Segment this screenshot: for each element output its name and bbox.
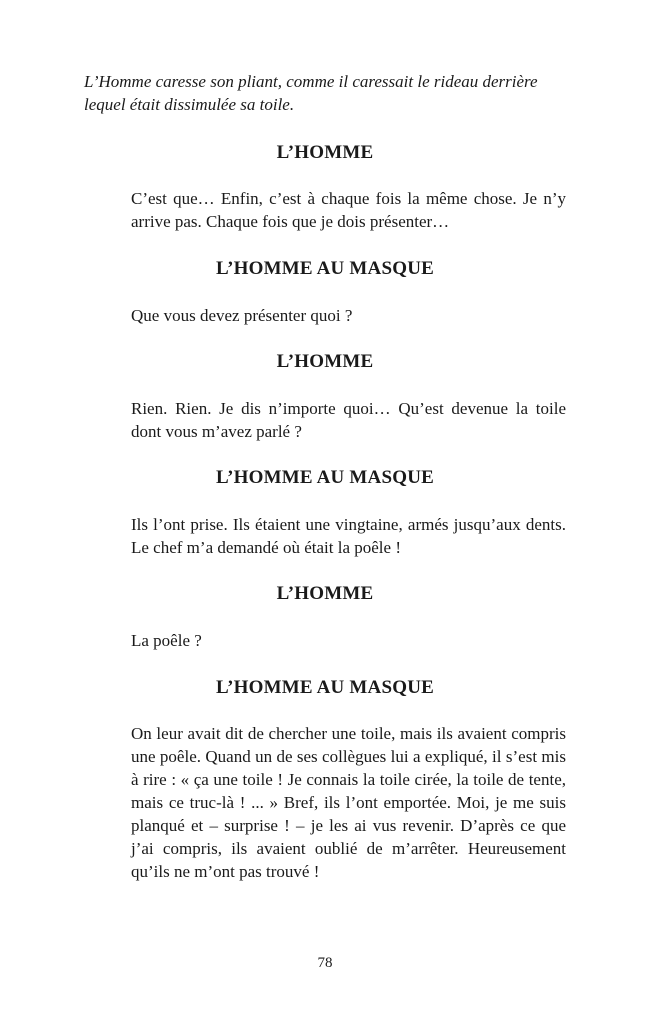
speaker-name: L’HOMME [276, 351, 374, 372]
page-number: 78 [317, 955, 333, 971]
speaker-name: L’HOMME AU MASQUE [215, 258, 435, 279]
stage-direction: L’Homme caresse son pliant, comme il caressait le rideau derrière lequel était dissimulée sa toile. [84, 72, 538, 114]
speech-text: C’est que… Enfin, c’est à chaque fois la même chose. Je n’y arrive pas. Chaque fois que je dois présenter… [131, 189, 566, 231]
speech-text: Que vous devez présenter quoi ? [131, 306, 353, 325]
speaker-name: L’HOMME [276, 583, 374, 604]
speech-text: La poêle ? [131, 631, 202, 650]
speech-text: Rien. Rien. Je dis n’importe quoi… Qu’est devenue la toile dont vous m’avez parlé ? [131, 399, 566, 441]
speech-text: Ils l’ont prise. Ils étaient une vingtaine, armés jusqu’aux dents. Le chef m’a demandé où était la poêle ! [131, 515, 566, 557]
speaker-name: L’HOMME AU MASQUE [215, 467, 435, 488]
speaker-name: L’HOMME AU MASQUE [215, 677, 435, 698]
speaker-name: L’HOMME [276, 142, 374, 163]
speech-text: On leur avait dit de chercher une toile, mais ils avaient compris une poêle. Quand un de ses collègues lui a expliqué, il s’est mis à rire : « ça une toile ! Je connais la toile cirée, la toile de tente, mais ce truc-là ! ... » Bref, ils l’ont emportée. Moi, je me suis planqué et – surprise ! – je les ai vus revenir. D’après ce que j’ai compris, ils avaient oublié de m’arrêter. Heureusement qu’ils ne m’ont pas trouvé ! [131, 724, 566, 881]
